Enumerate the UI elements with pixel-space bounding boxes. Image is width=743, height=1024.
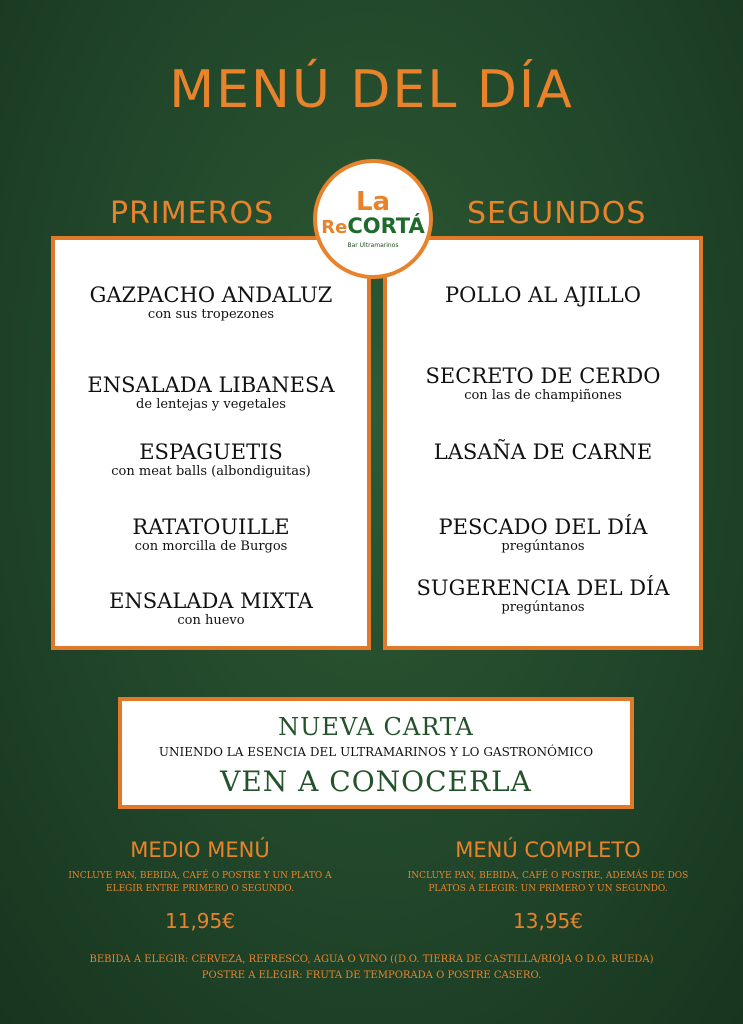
segundos-heading: SEGUNDOS	[467, 196, 647, 231]
primeros-item	[55, 284, 367, 324]
promo-subtitle: UNIENDO LA ESENCIA DEL ULTRAMARINOS Y LO GASTRONÓMICO	[158, 745, 594, 759]
dish-name: POLLO AL AJILLO	[445, 283, 641, 307]
logo-subtitle: Bar Ultramarinos	[347, 242, 399, 250]
primeros-item	[55, 374, 367, 414]
footer-drinks: BEBIDA A ELEGIR: CERVEZA, REFRESCO, AGUA O VINO ((D.O. TIERRA DE CASTILLA/RIOJA O D.O. RUEDA)	[89, 954, 654, 965]
dish-description: pregúntanos	[501, 600, 585, 616]
restaurant-logo	[313, 159, 433, 279]
dish-name: SUGERENCIA DEL DÍA	[416, 576, 670, 600]
primeros-item	[55, 590, 367, 630]
dish-name: ESPAGUETIS	[139, 440, 283, 464]
dish-name: LASAÑA DE CARNE	[433, 440, 653, 464]
footer-desserts: POSTRE A ELEGIR: FRUTA DE TEMPORADA O POSTRE CASERO.	[201, 970, 542, 981]
dish-description: con meat balls (albondiguitas)	[111, 464, 311, 480]
dish-description: con sus tropezones	[147, 307, 275, 323]
promo-cta: VEN A CONOCERLA	[220, 765, 532, 798]
dish-name: GAZPACHO ANDALUZ	[89, 283, 333, 307]
dish-name: ENSALADA MIXTA	[109, 589, 313, 613]
dish-description: de lentejas y vegetales	[136, 397, 286, 413]
segundos-item	[387, 365, 699, 405]
primeros-item	[55, 516, 367, 556]
segundos-item	[387, 516, 699, 556]
dish-name: SECRETO DE CERDO	[425, 364, 661, 388]
primeros-panel	[51, 236, 371, 650]
offer-title: MEDIO MENÚ	[130, 838, 270, 862]
footer-notes	[0, 952, 743, 984]
medio-menu-offer	[50, 838, 350, 933]
dish-description: pregúntanos	[501, 539, 585, 555]
dish-name: RATATOUILLE	[132, 515, 290, 539]
offer-description: INCLUYE PAN, BEBIDA, CAFÉ O POSTRE, ADEMÁS DE DOS PLATOS A ELEGIR: UN PRIMERO Y UN SEGUNDO.	[407, 871, 689, 894]
dish-name: PESCADO DEL DÍA	[438, 515, 648, 539]
promo-heading: NUEVA CARTA	[278, 713, 474, 741]
segundos-panel	[383, 236, 703, 650]
logo-brand	[321, 215, 425, 238]
dish-description: con huevo	[177, 613, 245, 629]
logo-brand-rest: CORTÁ	[347, 213, 425, 238]
dish-description: con morcilla de Burgos	[134, 539, 288, 555]
dish-name: ENSALADA LIBANESA	[87, 373, 335, 397]
logo-la: La	[355, 186, 391, 217]
segundos-item	[387, 577, 699, 617]
offer-price: 13,95€	[513, 909, 583, 934]
offer-description: INCLUYE PAN, BEBIDA, CAFÉ O POSTRE Y UN PLATO A ELEGIR ENTRE PRIMERO O SEGUNDO.	[68, 871, 332, 894]
logo-brand-re: Re	[321, 216, 348, 238]
nueva-carta-banner	[118, 697, 634, 809]
dish-description: con las de champiñones	[464, 388, 622, 404]
menu-completo-offer	[398, 838, 698, 933]
offer-price: 11,95€	[165, 909, 235, 934]
segundos-item	[387, 284, 699, 307]
segundos-item	[387, 441, 699, 464]
menu-title: MENÚ DEL DÍA	[169, 60, 574, 120]
primeros-heading: PRIMEROS	[110, 196, 275, 231]
offer-title: MENÚ COMPLETO	[455, 838, 641, 862]
primeros-item	[55, 441, 367, 481]
